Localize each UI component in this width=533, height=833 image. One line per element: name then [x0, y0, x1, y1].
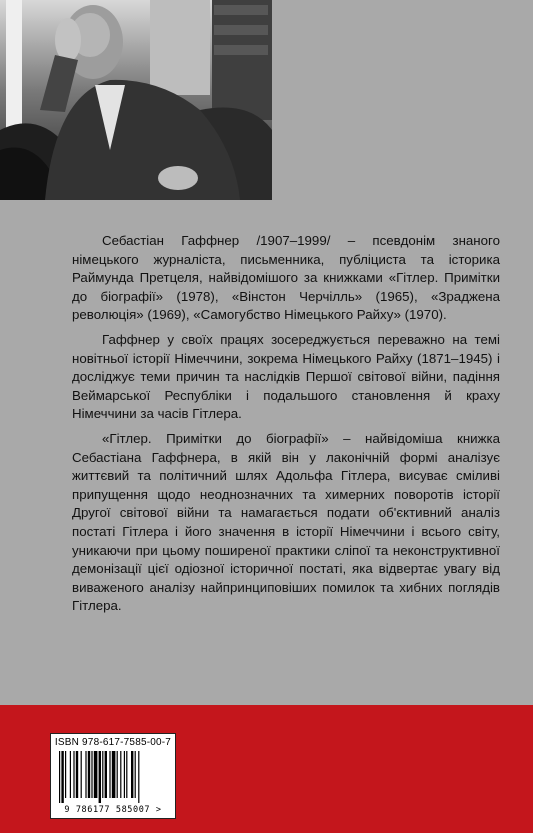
- barcode-bars: [59, 751, 169, 803]
- description-paragraph-themes: Гаффнер у своїх працях зосереджується переважно на темі новітньої історії Німеччини, зокрема Німецького Райху (1871–1945) і досліджує теми причин та наслідків Першої світової війни, падіння Веймарської Республіки і подальшого становлення й краху Німеччини за часів Гітлера.: [72, 331, 500, 422]
- barcode-bar: [91, 751, 92, 798]
- barcode-bar: [81, 751, 82, 798]
- barcode-bar: [112, 751, 116, 798]
- description-paragraph-book: «Гітлер. Примітки до біографії» – найвідоміша книжка Себастіана Гаффнера, в якій він у лаконічній формі аналізує життєвий та політичний шлях Адольфа Гітлера, висуває сміливі припущення щодо неоднозначних та химерних поворотів історії Другої світової війни та намагається подати об'єктивний аналіз постаті Гітлера і його значення в історії Німеччини і всього світу, уникаючи при цьому поширеної практики сліпої та неконструктивної демонізації цієї одіозної історичної постаті, яка відвертає увагу від виваженого аналізу найпринциповіших помилок та хибних поглядів Гітлера.: [72, 430, 500, 614]
- barcode-bar: [135, 751, 136, 798]
- barcode-bar: [117, 751, 118, 798]
- barcode-bar: [70, 751, 71, 798]
- barcode-bar: [126, 751, 127, 798]
- book-description: [72, 232, 500, 622]
- author-photo-drawing: [0, 0, 272, 200]
- barcode-bar: [105, 751, 107, 798]
- barcode-bar: [61, 751, 63, 803]
- description-paragraph-author: Себастіан Гаффнер /1907–1999/ – псевдонім знаного німецького журналіста, письменника, публіциста та історика Раймунда Претцеля, найвідомішого за книжками «Гітлер. Примітки до біографії» (1978), «Вінстон Черчілль» (1965), «Зраджена революція» (1969), «Самогубство Німецького Райху» (1970).: [72, 233, 500, 323]
- barcode-bar: [102, 751, 103, 798]
- barcode-bar: [94, 751, 98, 798]
- author-photo: [0, 0, 272, 200]
- barcode-bar: [99, 751, 101, 803]
- barcode-label: [50, 733, 176, 819]
- barcode-bar: [73, 751, 74, 798]
- barcode-bar: [76, 751, 78, 798]
- barcode-bar: [138, 751, 139, 803]
- barcode-bar: [131, 751, 133, 798]
- barcode-bar: [59, 751, 60, 803]
- barcode-bar: [109, 751, 110, 798]
- ean-digits: 9 786177 585007 >: [64, 805, 162, 815]
- barcode-bar: [85, 751, 86, 798]
- barcode-bar: [88, 751, 90, 798]
- barcode-bar: [65, 751, 66, 798]
- isbn-text: ISBN 978-617-7585-00-7: [54, 737, 172, 748]
- barcode-bar: [124, 751, 125, 798]
- barcode-bar: [120, 751, 121, 798]
